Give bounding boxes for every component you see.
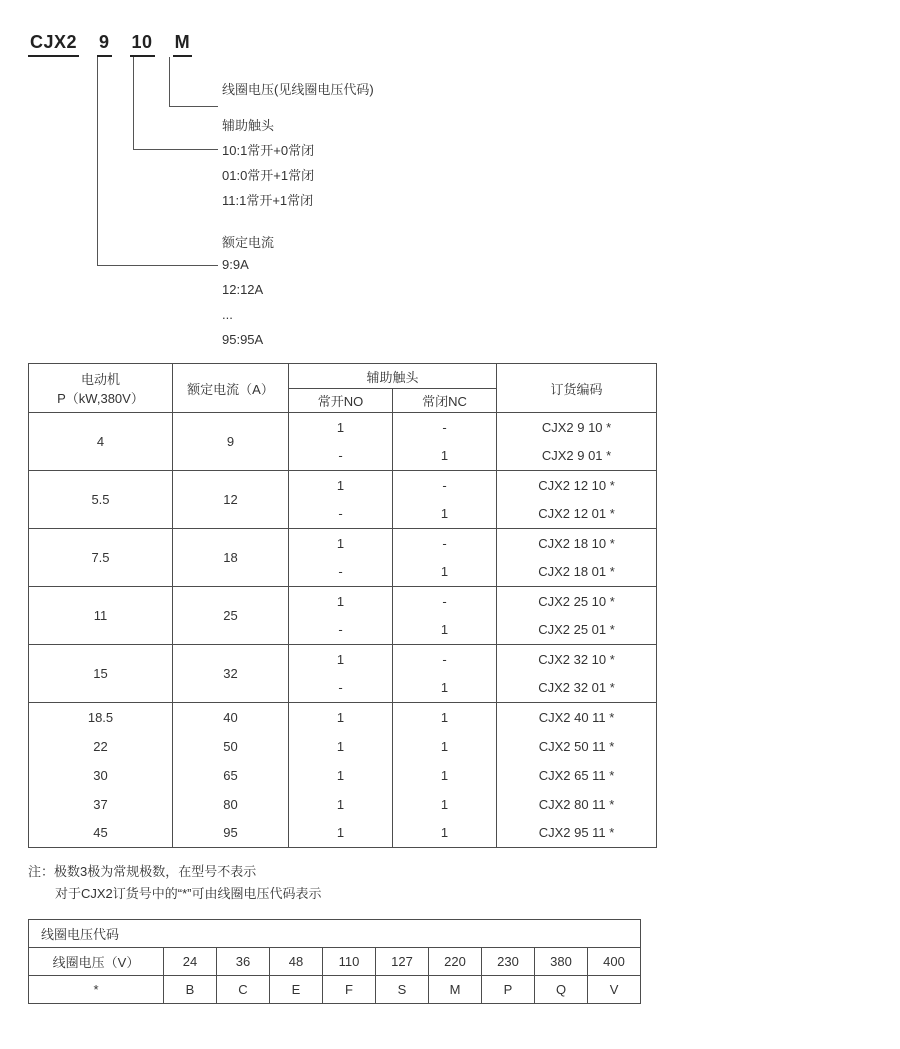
code-cell: V xyxy=(588,976,641,1004)
header-motor-power xyxy=(29,364,173,413)
connector-line-aux-h xyxy=(133,149,218,150)
header-aux-contact: 辅助触头 xyxy=(289,364,497,389)
order-code-cell: CJX2 65 11 * xyxy=(497,761,657,790)
rated-current-cell: 12 xyxy=(173,471,289,529)
order-code-cell: CJX2 12 10 * xyxy=(497,471,657,500)
rated-current-cell: 32 xyxy=(173,645,289,703)
voltage-cell: 36 xyxy=(217,948,270,976)
connector-line-aux-v xyxy=(133,57,134,149)
header-motor-line2: P（kW,380V） xyxy=(57,391,144,406)
rated-current-item: 9:9A xyxy=(222,257,249,272)
motor-power-cell: 37 xyxy=(29,790,173,819)
motor-power-cell: 4 xyxy=(29,413,173,471)
voltage-cell: 400 xyxy=(588,948,641,976)
aux-contact-item: 11:1常开+1常闭 xyxy=(222,193,314,208)
code-cell: P xyxy=(482,976,535,1004)
no-cell: 1 xyxy=(289,790,393,819)
no-cell: 1 xyxy=(289,645,393,674)
model-segment-voltage: M xyxy=(173,32,193,57)
connector-line-current-h xyxy=(97,265,218,266)
motor-power-cell: 45 xyxy=(29,819,173,848)
connector-line-voltage-v xyxy=(169,57,170,106)
notes xyxy=(28,861,900,905)
motor-power-cell: 5.5 xyxy=(29,471,173,529)
header-order-code: 订货编码 xyxy=(497,364,657,413)
no-cell: 1 xyxy=(289,413,393,442)
motor-power-cell: 11 xyxy=(29,587,173,645)
header-rated-current: 额定电流（A） xyxy=(173,364,289,413)
nc-cell: 1 xyxy=(393,442,497,471)
no-cell: 1 xyxy=(289,529,393,558)
aux-contact-item: 01:0常开+1常闭 xyxy=(222,168,315,183)
no-cell: 1 xyxy=(289,761,393,790)
order-code-cell: CJX2 18 01 * xyxy=(497,558,657,587)
model-segment-series: CJX2 xyxy=(28,32,79,57)
voltage-cell: 48 xyxy=(270,948,323,976)
nc-cell: - xyxy=(393,471,497,500)
table-header-row xyxy=(29,364,657,389)
header-nc: 常闭NC xyxy=(393,389,497,413)
voltage-cell: 380 xyxy=(535,948,588,976)
code-cell: S xyxy=(376,976,429,1004)
no-cell: 1 xyxy=(289,703,393,732)
table-row xyxy=(29,645,657,674)
table-row xyxy=(29,471,657,500)
nc-cell: 1 xyxy=(393,732,497,761)
order-code-cell: CJX2 9 01 * xyxy=(497,442,657,471)
code-cell: B xyxy=(164,976,217,1004)
motor-power-cell: 22 xyxy=(29,732,173,761)
table-row xyxy=(29,790,657,819)
aux-contact-item: 10:1常开+0常闭 xyxy=(222,143,315,158)
coil-voltage-code-table xyxy=(28,919,641,1004)
rated-current-item: 95:95A xyxy=(222,332,264,347)
rated-current-cell: 40 xyxy=(173,703,289,732)
nc-cell: - xyxy=(393,587,497,616)
voltage-cell: 24 xyxy=(164,948,217,976)
order-code-cell: CJX2 25 10 * xyxy=(497,587,657,616)
nc-cell: 1 xyxy=(393,790,497,819)
table-row xyxy=(29,976,641,1004)
no-cell: - xyxy=(289,616,393,645)
model-code-diagram xyxy=(0,0,900,363)
order-code-cell: CJX2 80 11 * xyxy=(497,790,657,819)
code-row-label: * xyxy=(29,976,164,1004)
order-code-cell: CJX2 40 11 * xyxy=(497,703,657,732)
no-cell: 1 xyxy=(289,819,393,848)
order-code-cell: CJX2 25 01 * xyxy=(497,616,657,645)
code-cell: E xyxy=(270,976,323,1004)
nc-cell: - xyxy=(393,413,497,442)
order-code-cell: CJX2 9 10 * xyxy=(497,413,657,442)
no-cell: 1 xyxy=(289,732,393,761)
voltage-cell: 110 xyxy=(323,948,376,976)
model-segment-aux: 10 xyxy=(130,32,155,57)
nc-cell: - xyxy=(393,529,497,558)
note-line-1: 注：极数3极为常规极数，在型号不表示 xyxy=(28,864,257,879)
connector-line-current-v xyxy=(97,57,98,265)
table-row xyxy=(29,920,641,948)
code-cell: M xyxy=(429,976,482,1004)
nc-cell: 1 xyxy=(393,500,497,529)
rated-current-cell: 65 xyxy=(173,761,289,790)
motor-power-cell: 7.5 xyxy=(29,529,173,587)
table-row xyxy=(29,761,657,790)
table-row xyxy=(29,587,657,616)
no-cell: - xyxy=(289,674,393,703)
order-code-cell: CJX2 12 01 * xyxy=(497,500,657,529)
order-code-cell: CJX2 32 01 * xyxy=(497,674,657,703)
nc-cell: 1 xyxy=(393,674,497,703)
rated-current-item: 12:12A xyxy=(222,282,264,297)
voltage-cell: 220 xyxy=(429,948,482,976)
order-code-cell: CJX2 95 11 * xyxy=(497,819,657,848)
no-cell: - xyxy=(289,442,393,471)
table-row xyxy=(29,529,657,558)
voltage-cell: 127 xyxy=(376,948,429,976)
nc-cell: 1 xyxy=(393,761,497,790)
nc-cell: - xyxy=(393,645,497,674)
voltage-table-title: 线圈电压代码 xyxy=(29,920,641,948)
order-code-cell: CJX2 18 10 * xyxy=(497,529,657,558)
order-code-cell: CJX2 32 10 * xyxy=(497,645,657,674)
rated-current-label: 额定电流 xyxy=(222,235,275,250)
no-cell: - xyxy=(289,500,393,529)
model-segment-current: 9 xyxy=(97,32,112,57)
no-cell: 1 xyxy=(289,587,393,616)
nc-cell: 1 xyxy=(393,616,497,645)
rated-current-cell: 25 xyxy=(173,587,289,645)
note-line-2: 对于CJX2订货号中的“*”可由线圈电压代码表示 xyxy=(55,886,322,902)
no-cell: 1 xyxy=(289,471,393,500)
rated-current-cell: 9 xyxy=(173,413,289,471)
table-row xyxy=(29,819,657,848)
voltage-cell: 230 xyxy=(482,948,535,976)
motor-power-cell: 15 xyxy=(29,645,173,703)
code-cell: C xyxy=(217,976,270,1004)
table-row xyxy=(29,703,657,732)
coil-voltage-label: 线圈电压(见线圈电压代码) xyxy=(222,82,374,97)
order-code-cell: CJX2 50 11 * xyxy=(497,732,657,761)
rated-current-cell: 95 xyxy=(173,819,289,848)
no-cell: - xyxy=(289,558,393,587)
table-row xyxy=(29,948,641,976)
code-cell: Q xyxy=(535,976,588,1004)
motor-power-cell: 18.5 xyxy=(29,703,173,732)
rated-current-item: ... xyxy=(222,307,233,322)
header-motor-line1: 电动机 xyxy=(80,372,120,387)
rated-current-cell: 18 xyxy=(173,529,289,587)
table-row xyxy=(29,732,657,761)
nc-cell: 1 xyxy=(393,703,497,732)
voltage-row-label: 线圈电压（V） xyxy=(29,948,164,976)
header-no: 常开NO xyxy=(289,389,393,413)
model-code-title xyxy=(28,32,192,57)
nc-cell: 1 xyxy=(393,819,497,848)
table-row xyxy=(29,413,657,442)
code-cell: F xyxy=(323,976,376,1004)
main-table xyxy=(28,363,657,848)
rated-current-cell: 50 xyxy=(173,732,289,761)
rated-current-cell: 80 xyxy=(173,790,289,819)
connector-line-voltage-h xyxy=(169,106,218,107)
motor-power-cell: 30 xyxy=(29,761,173,790)
aux-contact-label: 辅助触头 xyxy=(222,118,275,133)
nc-cell: 1 xyxy=(393,558,497,587)
